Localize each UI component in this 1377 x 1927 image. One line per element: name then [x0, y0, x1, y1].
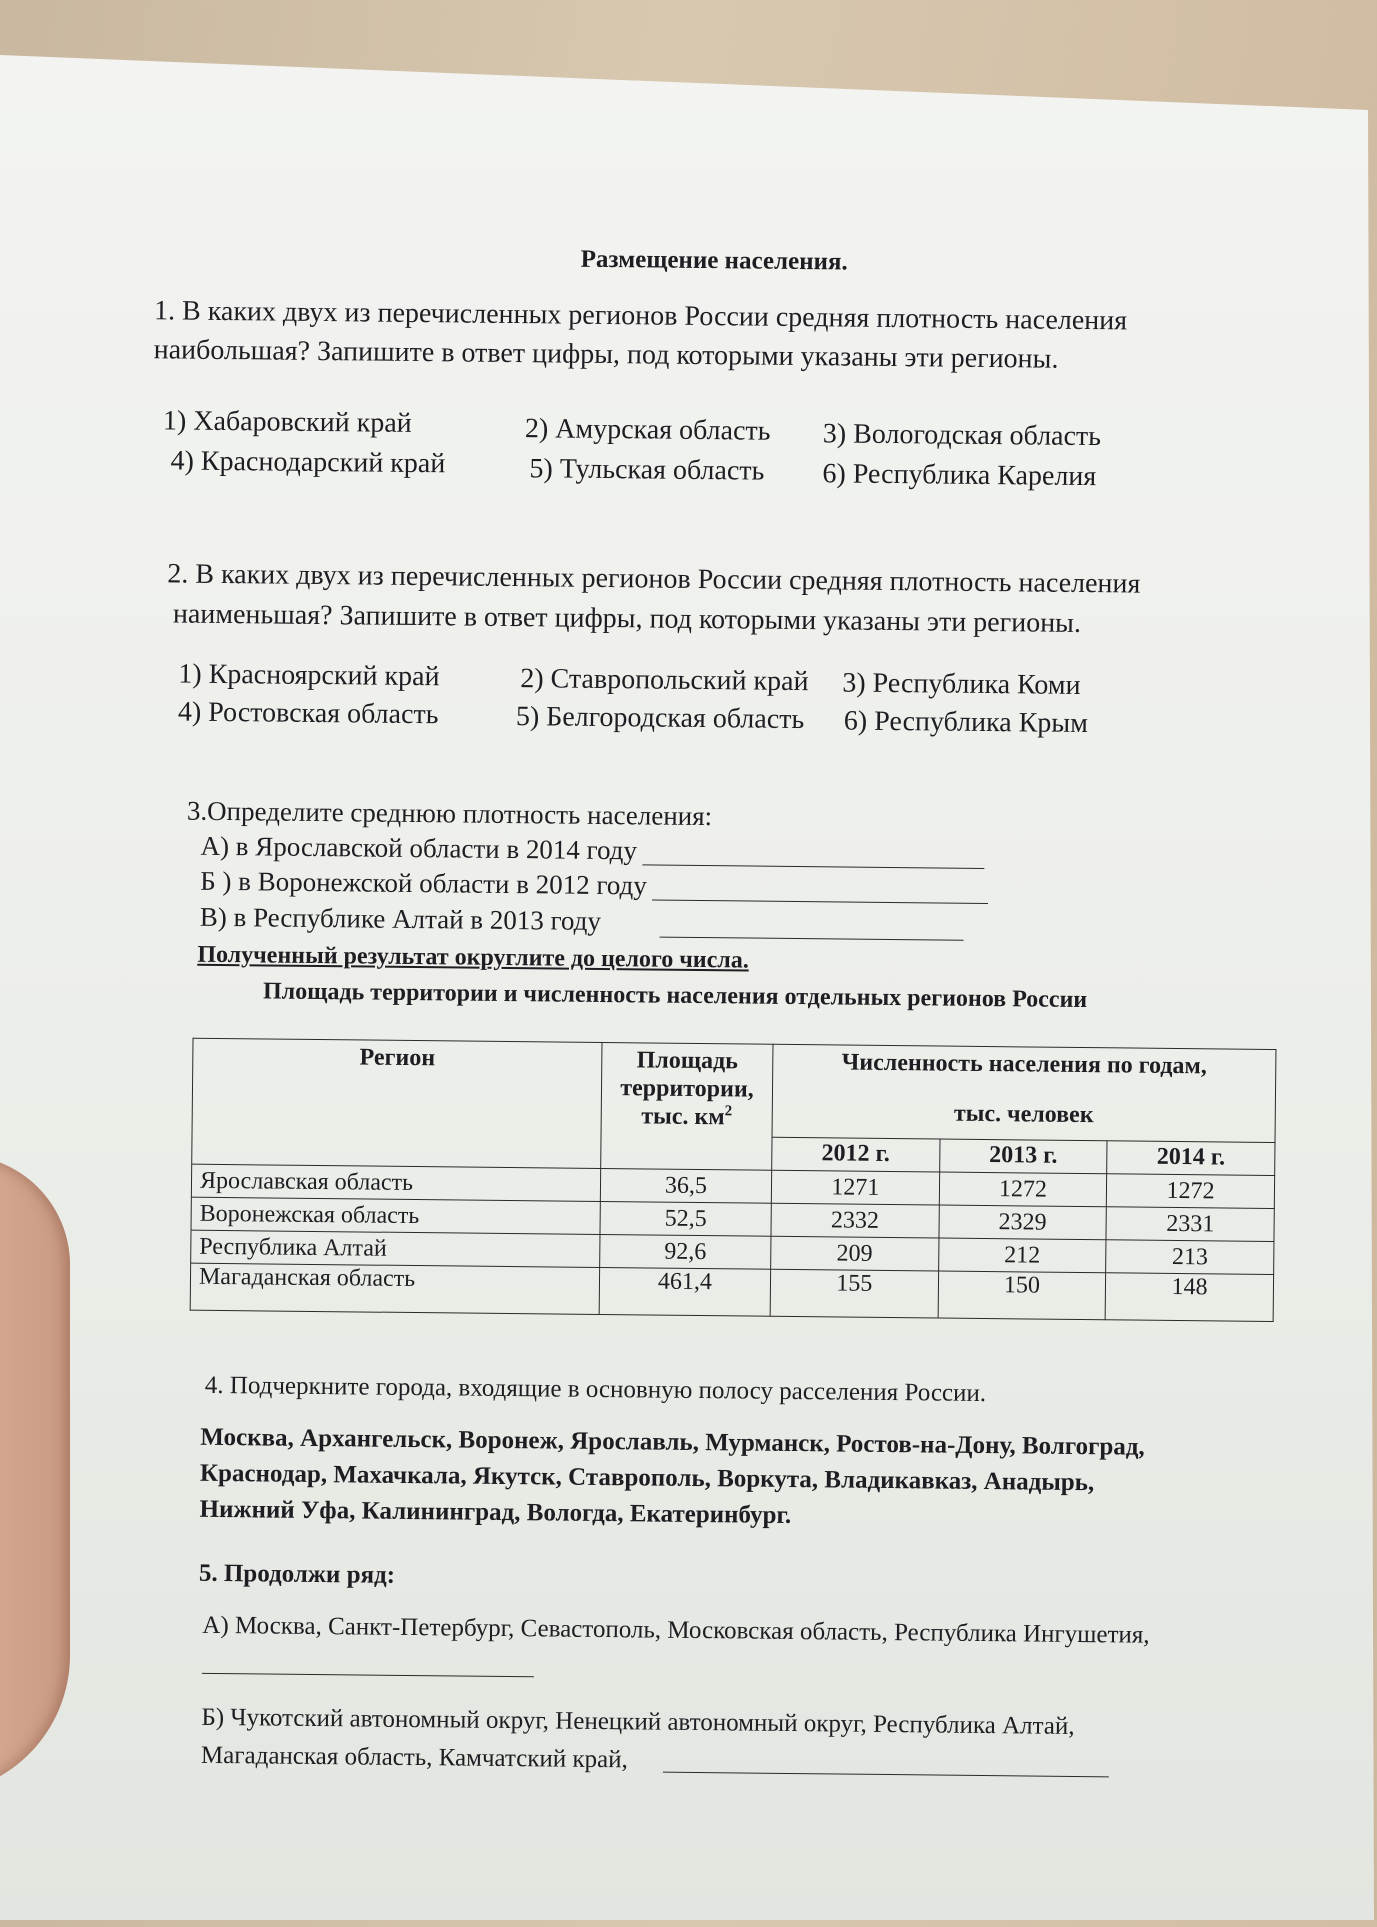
header-population-line2: тыс. человек — [953, 1100, 1094, 1128]
q3-answer-line-b[interactable] — [652, 899, 988, 904]
header-year-2013: 2013 г. — [939, 1139, 1107, 1174]
header-year-2012: 2012 г. — [772, 1137, 940, 1172]
q3-text: 3.Определите среднюю плотность населения: — [186, 795, 713, 832]
q4-text: 4. Подчеркните города, входящие в основную полосу расселения России. — [204, 1371, 987, 1408]
header-region-label: Регион — [359, 1044, 436, 1072]
table-title: Площадь территории и численность населения отдельных регионов России — [262, 978, 1088, 1014]
q4-cities-line2: Краснодар, Махачкала, Якутск, Ставрополь, Воркута, Владикавказ, Анадырь, — [199, 1459, 1095, 1497]
q3-answer-line-c[interactable] — [660, 937, 964, 941]
q2-option-5: 5) Белгородская область — [515, 701, 805, 736]
q5-item-a: А) Москва, Санкт-Петербург, Севастополь, Московская область, Республика Ингушетия, — [202, 1611, 1150, 1649]
header-area-line2: территории, — [620, 1074, 754, 1103]
q1-option-6: 6) Республика Карелия — [822, 458, 1097, 493]
q5-title: 5. Продолжи ряд: — [198, 1559, 396, 1589]
cell-region: Ярославская область — [191, 1164, 600, 1201]
q5-answer-line-b[interactable] — [663, 1772, 1109, 1778]
cell-2014: 148 — [1105, 1273, 1273, 1322]
q4-cities-line3: Нижний Уфа, Калининград, Вологда, Екатеринбург. — [199, 1495, 792, 1529]
cell-area: 92,6 — [600, 1234, 771, 1269]
q2-option-6: 6) Республика Крым — [843, 705, 1089, 740]
q3-item-a: А) в Ярославской области в 2014 году — [200, 830, 638, 866]
q2-option-1: 1) Красноярский край — [178, 658, 440, 693]
q2-option-3: 3) Республика Коми — [842, 667, 1081, 701]
cell-2014: 2331 — [1106, 1207, 1274, 1242]
page-title: Размещение населения. — [580, 245, 848, 276]
header-area — [601, 1042, 773, 1170]
header-area-line3: тыс. км — [641, 1103, 725, 1131]
q2-option-4: 4) Ростовская область — [177, 696, 439, 731]
q3-item-b: Б ) в Воронежской области в 2012 году — [200, 865, 647, 901]
q1-option-2: 2) Амурская область — [524, 413, 771, 447]
q1-option-1: 1) Хабаровский край — [162, 405, 412, 439]
q2-option-2: 2) Ставропольский край — [520, 663, 809, 698]
q5-item-b-line2: Магаданская область, Камчатский край, — [200, 1741, 628, 1774]
header-area-sup: 2 — [724, 1103, 733, 1120]
q2-text-line1: 2. В каких двух из перечисленных регионов России средняя плотность населения — [167, 558, 1141, 600]
cell-2013: 2329 — [939, 1205, 1107, 1240]
cell-area: 36,5 — [600, 1168, 771, 1203]
q1-option-5: 5) Тульская область — [529, 453, 765, 487]
q5-answer-line-a[interactable] — [202, 1673, 534, 1677]
cell-2014: 1272 — [1107, 1174, 1275, 1209]
cell-area: 461,4 — [599, 1267, 770, 1316]
cell-region: Магаданская область — [190, 1263, 599, 1314]
holding-thumb — [0, 1155, 70, 1795]
q3-item-c: В) в Республике Алтай в 2013 году — [199, 901, 602, 936]
cell-2012: 209 — [771, 1236, 939, 1271]
q1-text-line2: наибольшая? Запишите в ответ цифры, под которыми указаны эти регионы. — [153, 334, 1059, 375]
q3-rounding-note: Полученный результат округлите до целого числа. — [197, 941, 749, 974]
header-population-line1: Численность населения по годам, — [841, 1049, 1207, 1080]
cell-area: 52,5 — [600, 1201, 771, 1236]
q5-item-b-line1: Б) Чукотский автономный округ, Ненецкий автономный округ, Республика Алтай, — [201, 1703, 1075, 1740]
cell-2012: 1271 — [771, 1170, 939, 1205]
q1-option-3: 3) Вологодская область — [822, 418, 1102, 453]
regions-table — [190, 1038, 1277, 1322]
cell-region: Республика Алтай — [191, 1230, 600, 1267]
header-area-line1: Площадь — [636, 1047, 739, 1075]
header-region — [192, 1038, 602, 1168]
q3-answer-line-a[interactable] — [642, 864, 984, 869]
cell-2013: 150 — [938, 1271, 1106, 1320]
header-year-2014: 2014 г. — [1107, 1141, 1275, 1176]
q2-text-line2: наименьшая? Запишите в ответ цифры, под которыми указаны эти регионы. — [172, 598, 1082, 639]
cell-region: Воронежская область — [191, 1197, 600, 1234]
cell-2012: 2332 — [771, 1203, 939, 1238]
table-row — [190, 1263, 1273, 1321]
q4-cities-line1: Москва, Архангельск, Воронеж, Ярославль, Мурманск, Ростов-на-Дону, Волгоград, — [200, 1423, 1145, 1461]
cell-2014: 213 — [1106, 1240, 1274, 1275]
q1-text-line1: 1. В каких двух из перечисленных регионов России средняя плотность населения — [153, 295, 1128, 337]
cell-2013: 1272 — [939, 1172, 1107, 1207]
cell-2012: 155 — [770, 1269, 938, 1318]
q1-option-4: 4) Краснодарский край — [170, 445, 446, 480]
header-population — [772, 1044, 1276, 1142]
cell-2013: 212 — [938, 1238, 1106, 1273]
